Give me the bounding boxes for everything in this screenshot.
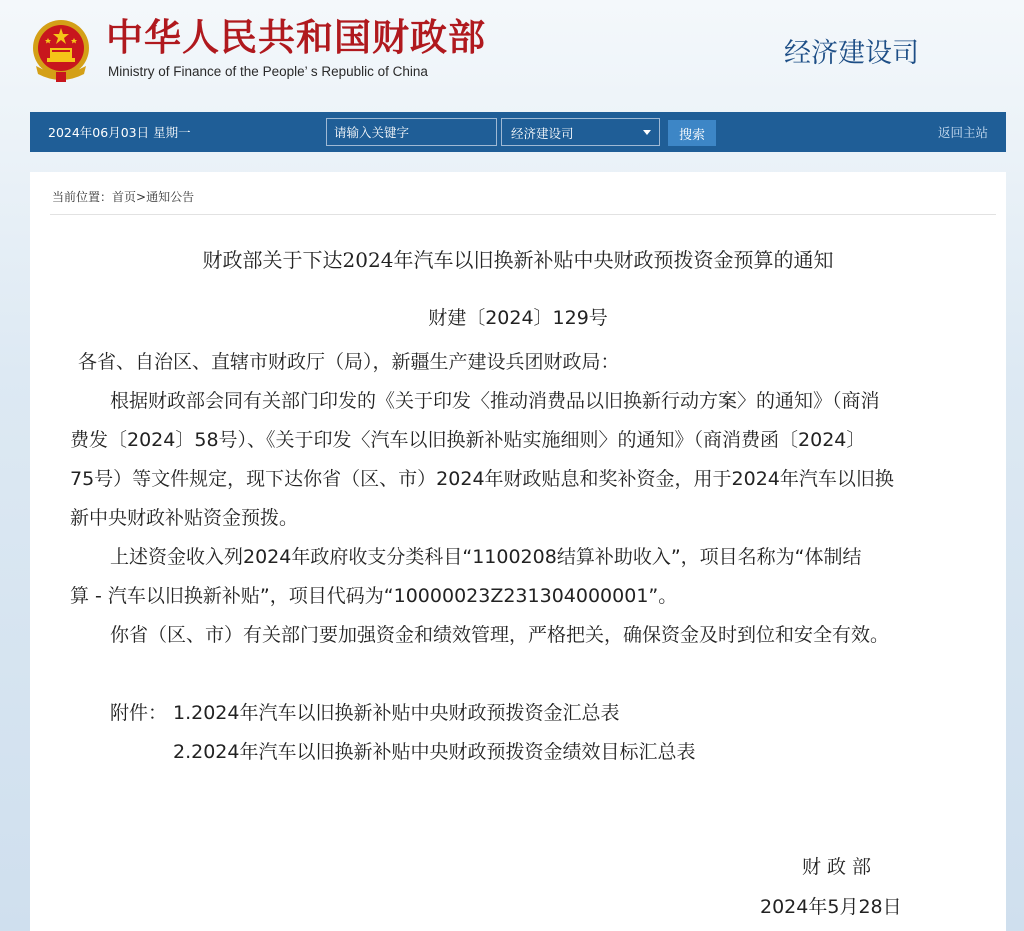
article-panel	[30, 172, 1006, 931]
site-title[interactable]: 中华人民共和国财政部	[106, 16, 486, 59]
attachments-label: 附件：	[110, 702, 168, 724]
paragraph-1-line: 费发〔2024〕58号）、《关于印发〈汽车以旧换新补贴实施细则〉的通知》（商消费函〔2024〕	[70, 429, 866, 451]
top-navbar	[30, 112, 1006, 152]
breadcrumb-home-link[interactable]: 首页	[112, 190, 137, 204]
breadcrumb-divider	[50, 214, 996, 215]
paragraph-1-line: 根据财政部会同有关部门印发的《关于印发〈推动消费品以旧换新行动方案〉的通知》（商消	[110, 390, 880, 412]
document-title: 财政部关于下达2024年汽车以旧换新补贴中央财政预拨资金预算的通知	[202, 248, 834, 272]
chevron-down-icon	[643, 130, 651, 135]
breadcrumb-current-link[interactable]: 通知公告	[146, 190, 195, 204]
signature-organization: 财政部	[802, 856, 878, 878]
national-emblem-icon	[30, 18, 92, 84]
search-scope-value: 经济建设司	[511, 126, 574, 141]
document-number: 财建〔2024〕129号	[428, 307, 608, 329]
addressee: 各省、自治区、直辖市财政厅（局），新疆生产建设兵团财政局：	[78, 351, 620, 373]
search-input[interactable]	[326, 118, 497, 146]
current-date: 2024年06月03日 星期一	[48, 125, 191, 140]
breadcrumb-separator: >	[136, 190, 147, 204]
paragraph-1-line: 75号）等文件规定，现下达你省（区、市）2024年财政贴息和奖补资金，用于2024年汽车以旧换	[70, 468, 894, 490]
department-name: 经济建设司	[784, 38, 919, 69]
paragraph-3: 你省（区、市）有关部门要加强资金和绩效管理，严格把关，确保资金及时到位和安全有效。	[110, 624, 890, 646]
paragraph-2-line: 算 - 汽车以旧换新补贴”，项目代码为“10000023Z231304000001”。	[70, 585, 678, 607]
attachment-item: 1.2024年汽车以旧换新补贴中央财政预拨资金汇总表	[173, 702, 620, 724]
attachment-item: 2.2024年汽车以旧换新补贴中央财政预拨资金绩效目标汇总表	[173, 741, 696, 763]
return-home-link[interactable]: 返回主站	[937, 125, 988, 140]
search-scope-select[interactable]	[501, 118, 660, 146]
site-title-english: Ministry of Finance of the People’ s Republic of China	[108, 64, 428, 79]
signature-date: 2024年5月28日	[760, 896, 902, 918]
breadcrumb-prefix: 当前位置：	[52, 190, 113, 204]
search-button[interactable]: 搜索	[668, 120, 716, 146]
breadcrumb	[52, 188, 194, 205]
paragraph-2-line: 上述资金收入列2024年政府收支分类科目“1100208结算补助收入”，项目名称为“体制结	[110, 546, 862, 568]
paragraph-1-line: 新中央财政补贴资金预拨。	[70, 507, 299, 529]
site-header	[0, 0, 1024, 112]
